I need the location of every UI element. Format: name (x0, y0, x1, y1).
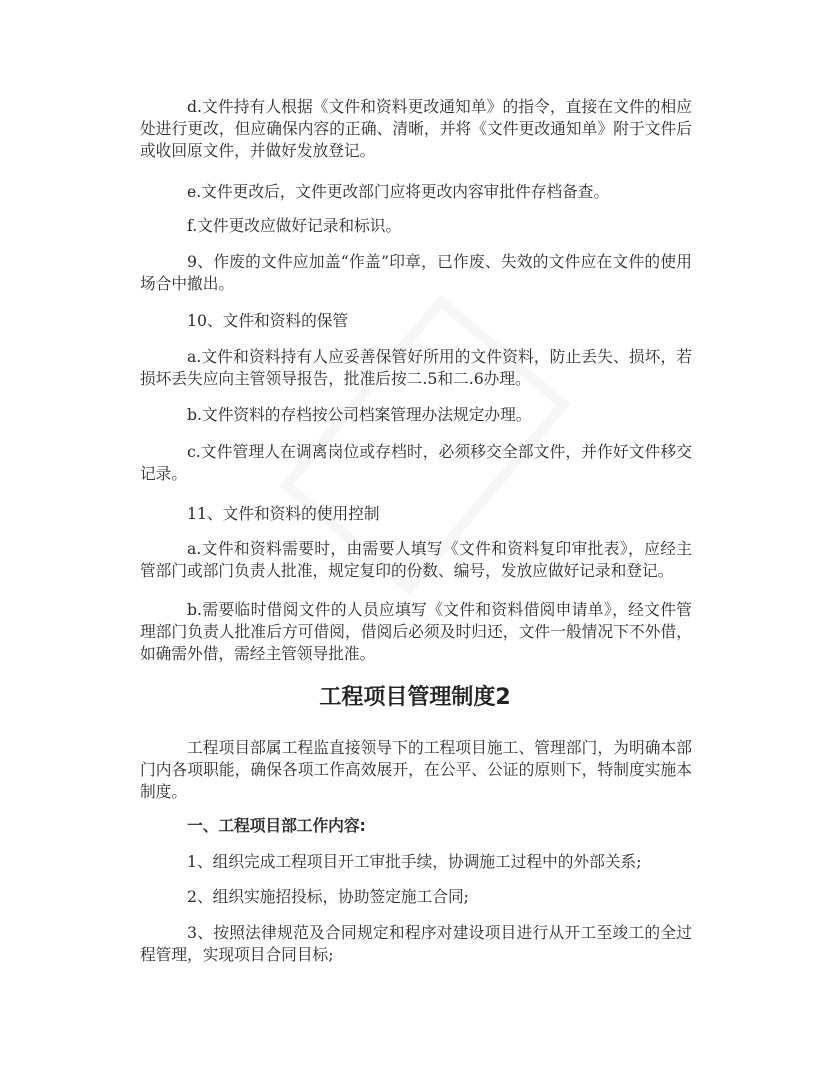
subheading: 10、文件和资料的保管 (187, 311, 349, 330)
paragraph: c.文件管理人在调离岗位或存档时，必须移交全部文件，并作好文件移交记录。 (140, 442, 692, 483)
section-title: 工程项目管理制度2 (319, 685, 511, 710)
paragraph: d.文件持有人根据《文件和资料更改通知单》的指令，直接在文件的相应处进行更改，但应确保内容的正确、清晰，并将《文件更改通知单》附于文件后或收回原文件，并做好发放登记。 (140, 97, 692, 160)
list-item: 1、组织完成工程项目开工审批手续，协调施工过程中的外部关系; (187, 852, 642, 871)
subheading: 11、文件和资料的使用控制 (187, 504, 380, 523)
paragraph: e.文件更改后，文件更改部门应将更改内容审批件存档备查。 (187, 182, 610, 201)
paragraph: 9、作废的文件应加盖“作盖”印章，已作废、失效的文件应在文件的使用场合中撤出。 (140, 252, 692, 293)
paragraph: a.文件和资料需要时，由需要人填写《文件和资料复印审批表》，应经主管部门或部门负责人批准，规定复印的份数、编号，发放应做好记录和登记。 (140, 539, 692, 580)
paragraph: f.文件更改应做好记录和标识。 (187, 216, 402, 235)
paragraph: b.需要临时借阅文件的人员应填写《文件和资料借阅申请单》，经文件管理部门负责人批准后方可借阅，借阅后必须及时归还，文件一般情况下不外借，如确需外借，需经主管领导批准。 (140, 600, 692, 663)
paragraph: a.文件和资料持有人应妥善保管好所用的文件资料，防止丢失、损坏，若损坏丢失应向主管领导报告，批准后按二.5和二.6办理。 (140, 347, 692, 388)
list-item: 3、按照法律规范及合同规定和程序对建设项目进行从开工至竣工的全过程管理，实现项目合同目标; (140, 923, 692, 964)
paragraph: 工程项目部属工程监直接领导下的工程项目施工、管理部门，为明确本部门内各项职能，确保各项工作高效展开，在公平、公证的原则下，特制度实施本制度。 (140, 738, 692, 801)
paragraph: b.文件资料的存档按公司档案管理办法规定办理。 (187, 405, 532, 424)
subheading: 一、工程项目部工作内容: (187, 816, 366, 835)
list-item: 2、组织实施招投标，协助签定施工合同; (187, 887, 469, 906)
